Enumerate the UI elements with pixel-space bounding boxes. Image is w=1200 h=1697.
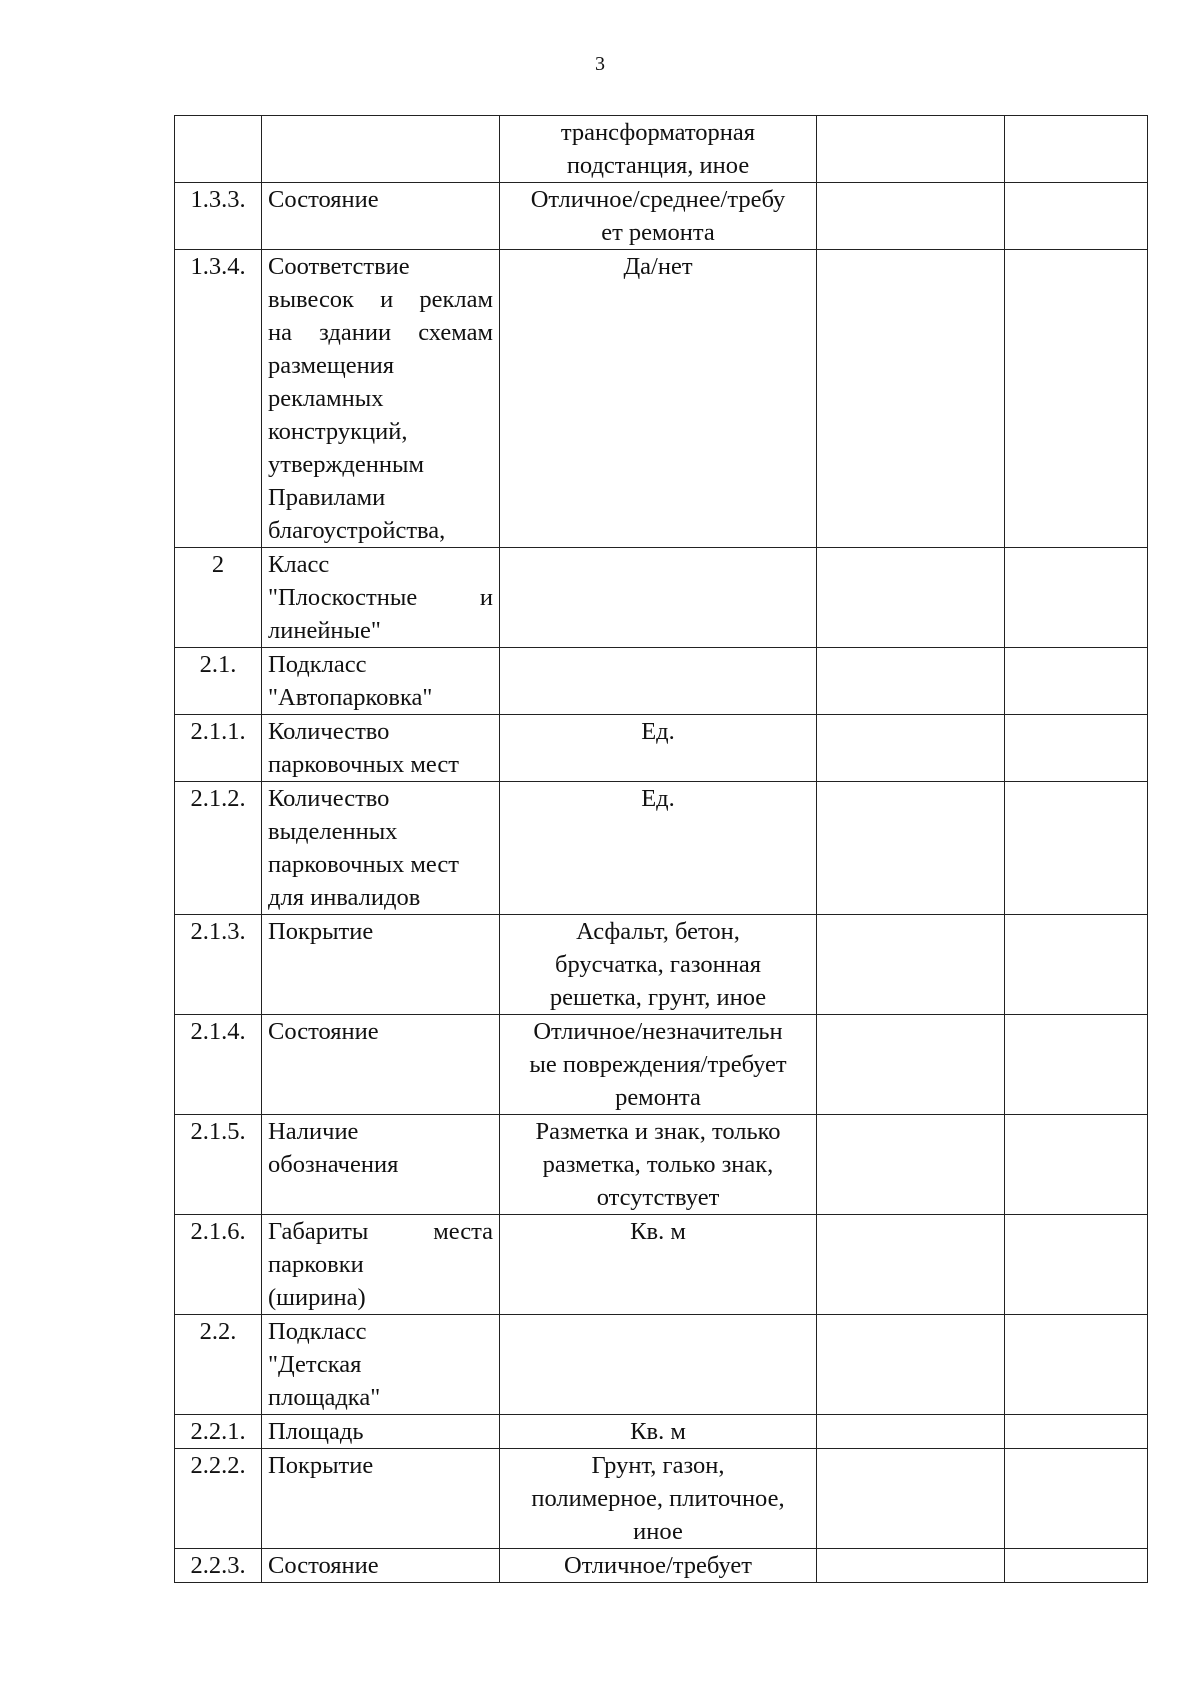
row-value-cell xyxy=(500,1215,817,1315)
name-line: Состояние xyxy=(268,186,379,213)
empty-cell xyxy=(1005,1015,1148,1115)
empty-cell xyxy=(1005,1549,1148,1583)
row-number-cell: 1.3.3. xyxy=(175,183,262,250)
name-line: Покрытие xyxy=(268,1452,374,1479)
row-name-cell xyxy=(262,782,500,915)
empty-cell xyxy=(817,1549,1005,1583)
name-line: Площадь xyxy=(268,1418,364,1445)
empty-cell xyxy=(817,116,1005,183)
row-name-cell xyxy=(262,715,500,782)
row-name-cell xyxy=(262,1115,500,1215)
empty-cell xyxy=(817,250,1005,548)
name-line: Подкласс xyxy=(268,1318,367,1345)
empty-cell xyxy=(1005,715,1148,782)
table-row xyxy=(175,1115,1148,1215)
value-line: ремонта xyxy=(615,1084,701,1111)
value-line: Да/нет xyxy=(623,253,693,280)
empty-cell xyxy=(1005,116,1148,183)
row-value-cell xyxy=(500,648,817,715)
name-line: на здании схемам xyxy=(268,319,493,346)
row-value-cell xyxy=(500,1549,817,1583)
value-line: решетка, грунт, иное xyxy=(549,984,767,1011)
row-name-cell xyxy=(262,250,500,548)
empty-cell xyxy=(1005,1415,1148,1449)
name-line: Соответствие xyxy=(268,253,410,280)
row-name-cell xyxy=(262,1015,500,1115)
empty-cell xyxy=(1005,548,1148,648)
page-number: 3 xyxy=(595,53,605,75)
row-number-cell: 2.1.6. xyxy=(175,1215,262,1315)
name-line: выделенных xyxy=(268,818,398,845)
value-line: Кв. м xyxy=(630,1418,686,1445)
value-line: ые повреждения/требует xyxy=(529,1051,787,1078)
table-row xyxy=(175,715,1148,782)
row-value-cell xyxy=(500,116,817,183)
table-row xyxy=(175,1215,1148,1315)
table-body xyxy=(175,116,1148,1583)
name-line: Состояние xyxy=(268,1018,379,1045)
value-line: Грунт, газон, xyxy=(591,1452,725,1479)
value-line: Ед. xyxy=(641,718,675,745)
name-line: парковочных мест xyxy=(268,851,459,878)
value-line: полимерное, плиточное, xyxy=(531,1485,785,1512)
name-line: (ширина) xyxy=(268,1284,366,1311)
table-row xyxy=(175,250,1148,548)
row-value-cell xyxy=(500,1115,817,1215)
row-name-cell xyxy=(262,1415,500,1449)
table-row xyxy=(175,648,1148,715)
row-number-cell: 2.2.3. xyxy=(175,1549,262,1583)
empty-cell xyxy=(817,782,1005,915)
row-value-cell xyxy=(500,1315,817,1415)
empty-cell xyxy=(1005,183,1148,250)
empty-cell xyxy=(1005,915,1148,1015)
value-line: Кв. м xyxy=(630,1218,686,1245)
empty-cell xyxy=(817,548,1005,648)
row-name-cell xyxy=(262,548,500,648)
row-number-cell: 2.1. xyxy=(175,648,262,715)
name-line: Наличие xyxy=(268,1118,359,1145)
name-line: для инвалидов xyxy=(268,884,421,911)
name-line: Количество xyxy=(268,785,390,812)
row-name-cell xyxy=(262,1215,500,1315)
row-number-cell: 2.1.2. xyxy=(175,782,262,915)
empty-cell xyxy=(1005,1449,1148,1549)
row-value-cell xyxy=(500,782,817,915)
empty-cell xyxy=(817,1215,1005,1315)
empty-cell xyxy=(817,1315,1005,1415)
table-row xyxy=(175,548,1148,648)
row-number-cell: 2.1.1. xyxy=(175,715,262,782)
name-line: благоустройства, xyxy=(268,517,446,544)
empty-cell xyxy=(1005,250,1148,548)
row-number-cell: 2 xyxy=(175,548,262,648)
value-line: иное xyxy=(633,1518,683,1545)
empty-cell xyxy=(1005,648,1148,715)
name-line: Класс xyxy=(268,551,330,578)
table-row xyxy=(175,1415,1148,1449)
row-number-cell xyxy=(175,116,262,183)
empty-cell xyxy=(1005,782,1148,915)
row-value-cell xyxy=(500,250,817,548)
empty-cell xyxy=(817,1015,1005,1115)
name-line: обозначения xyxy=(268,1151,399,1178)
row-name-cell xyxy=(262,648,500,715)
empty-cell xyxy=(1005,1115,1148,1215)
row-number-cell: 2.1.4. xyxy=(175,1015,262,1115)
empty-cell xyxy=(817,648,1005,715)
table-row xyxy=(175,782,1148,915)
empty-cell xyxy=(817,915,1005,1015)
row-number-cell: 2.1.3. xyxy=(175,915,262,1015)
row-name-cell xyxy=(262,183,500,250)
name-line: вывесок и реклам xyxy=(268,286,493,313)
row-name-cell xyxy=(262,116,500,183)
row-value-cell xyxy=(500,1015,817,1115)
empty-cell xyxy=(817,183,1005,250)
table-row xyxy=(175,183,1148,250)
value-line: Отличное/требует xyxy=(564,1552,752,1579)
name-line: Правилами xyxy=(268,484,386,511)
row-number-cell: 2.2.1. xyxy=(175,1415,262,1449)
name-line: Состояние xyxy=(268,1552,379,1579)
name-line: размещения xyxy=(268,352,395,379)
empty-cell xyxy=(1005,1215,1148,1315)
value-line: разметка, только знак, xyxy=(542,1151,774,1178)
name-line: Количество xyxy=(268,718,390,745)
name-line: парковки xyxy=(268,1251,364,1278)
empty-cell xyxy=(817,1115,1005,1215)
empty-cell xyxy=(817,715,1005,782)
value-line: ет ремонта xyxy=(601,219,715,246)
name-line: рекламных xyxy=(268,385,384,412)
value-line: брусчатка, газонная xyxy=(554,951,762,978)
attributes-table xyxy=(174,115,1148,1583)
table-row xyxy=(175,116,1148,183)
name-line: "Детская xyxy=(268,1351,362,1378)
row-value-cell xyxy=(500,183,817,250)
row-number-cell: 2.2.2. xyxy=(175,1449,262,1549)
empty-cell xyxy=(1005,1315,1148,1415)
value-line: Отличное/незначительн xyxy=(533,1018,783,1045)
name-line: Покрытие xyxy=(268,918,374,945)
name-line: Подкласс xyxy=(268,651,367,678)
row-number-cell: 2.2. xyxy=(175,1315,262,1415)
row-name-cell xyxy=(262,1449,500,1549)
value-line: Отличное/среднее/требу xyxy=(530,186,786,213)
table-row xyxy=(175,915,1148,1015)
empty-cell xyxy=(817,1415,1005,1449)
value-line: подстанция, иное xyxy=(566,152,750,179)
value-line: отсутствует xyxy=(596,1184,720,1211)
value-line: трансформаторная xyxy=(560,119,756,146)
name-line: линейные" xyxy=(268,617,381,644)
name-line: утвержденным xyxy=(268,451,424,478)
name-line: "Автопарковка" xyxy=(268,684,433,711)
table-row xyxy=(175,1449,1148,1549)
row-value-cell xyxy=(500,548,817,648)
table-row xyxy=(175,1015,1148,1115)
row-number-cell: 1.3.4. xyxy=(175,250,262,548)
value-line: Асфальт, бетон, xyxy=(576,918,740,945)
row-name-cell xyxy=(262,915,500,1015)
row-name-cell xyxy=(262,1315,500,1415)
name-line: "Плоскостные и xyxy=(268,584,493,611)
value-line: Ед. xyxy=(641,785,675,812)
table-row xyxy=(175,1315,1148,1415)
row-value-cell xyxy=(500,715,817,782)
name-line: Габариты места xyxy=(268,1218,493,1245)
row-name-cell xyxy=(262,1549,500,1583)
name-line: конструкций, xyxy=(268,418,408,445)
row-value-cell xyxy=(500,1449,817,1549)
row-value-cell xyxy=(500,915,817,1015)
row-value-cell xyxy=(500,1415,817,1449)
name-line: парковочных мест xyxy=(268,751,459,778)
table-row xyxy=(175,1549,1148,1583)
row-number-cell: 2.1.5. xyxy=(175,1115,262,1215)
name-line: площадка" xyxy=(268,1384,381,1411)
empty-cell xyxy=(817,1449,1005,1549)
value-line: Разметка и знак, только xyxy=(535,1118,781,1145)
